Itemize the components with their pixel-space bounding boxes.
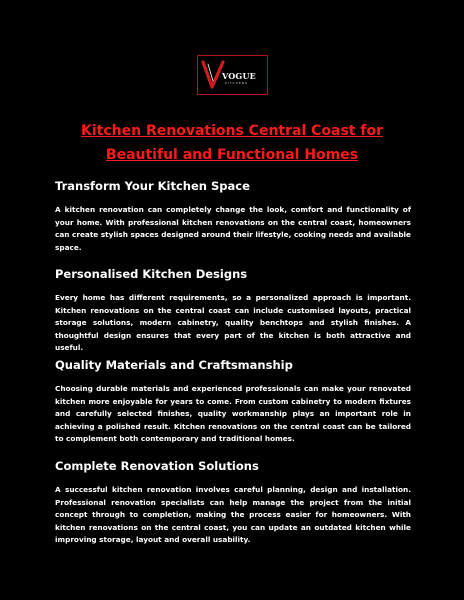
page-title: Kitchen Renovations Central Coast for Beautiful and Functional Homes <box>81 123 383 163</box>
section-body: A kitchen renovation can completely change the look, comfort and functionality of your home. With professional kitchen renovations on the central coast, homeowners can create stylish spaces designed around their lifestyle, cooking needs and available space. <box>55 205 411 252</box>
section-body: A successful kitchen renovation involves careful planning, design and installation. Professional renovation specialists can help manage the project from the initial concept through to completion, making the process easier for homeowners. With kitchen renovations on the central coast, you can update an outdated kitchen while improving storage, layout and overall usability. <box>55 485 411 545</box>
logo-sub-text: KITCHENS <box>225 81 248 85</box>
section-heading: Transform Your Kitchen Space <box>55 179 250 193</box>
section-heading: Quality Materials and Craftsmanship <box>55 358 293 372</box>
section-body: Every home has different requirements, so a personalized approach is important. Kitchen renovations on the central coast can include customised layouts, practical storage solutions, modern cabinetry, quality benchtops and stylish finishes. A thoughtful design ensures that every part of the kitchen is both attractive and useful. <box>55 293 411 353</box>
section-heading: Complete Renovation Solutions <box>55 459 259 473</box>
logo-brand-text: VOGUE <box>222 71 256 81</box>
section-quality <box>55 357 411 446</box>
section-personalised <box>55 266 411 355</box>
section-transform <box>55 178 411 254</box>
section-body: Choosing durable materials and experienced professionals can make your renovated kitchen more enjoyable for years to come. From custom cabinetry to modern fixtures and carefully selected finishes, quality workmanship plays an important role in achieving a polished result. Kitchen renovations on the central coast can be tailored to complement both contemporary and traditional homes. <box>55 384 411 444</box>
section-heading: Personalised Kitchen Designs <box>55 267 248 281</box>
brand-logo <box>197 55 268 95</box>
section-complete <box>55 458 411 547</box>
